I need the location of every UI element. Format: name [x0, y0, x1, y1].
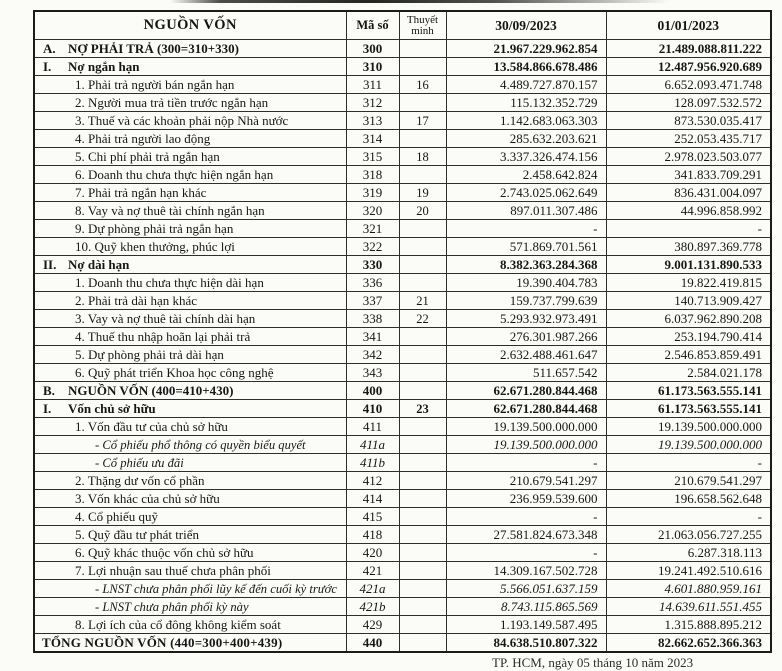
row-code-cell: 411 — [346, 418, 399, 436]
row-label-text: Nợ dài hạn — [68, 256, 130, 272]
row-prefix: A. — [43, 40, 56, 56]
row-label-cell — [34, 76, 346, 94]
row-label-cell — [34, 58, 346, 76]
row-value-prior-cell: - — [606, 454, 771, 472]
row-note-cell — [399, 490, 446, 508]
row-value-current-cell: 5.566.051.637.159 — [446, 580, 606, 598]
row-code-cell: 336 — [346, 274, 399, 292]
row-note-cell — [399, 526, 446, 544]
table-row — [34, 40, 771, 58]
row-label-cell — [34, 490, 346, 508]
row-code-cell: 411a — [346, 436, 399, 454]
row-code-cell: 429 — [346, 616, 399, 634]
row-code-cell: 343 — [346, 364, 399, 382]
row-label-text: 3. Thuế và các khoản phải nộp Nhà nước — [75, 112, 289, 128]
row-label-cell — [34, 616, 346, 634]
row-value-prior-cell: 873.530.035.417 — [606, 112, 771, 130]
row-value-prior-cell: 14.639.611.551.455 — [606, 598, 771, 616]
row-note-cell — [399, 598, 446, 616]
row-label-cell — [34, 562, 346, 580]
row-label-cell — [34, 526, 346, 544]
row-value-prior-cell: - — [606, 508, 771, 526]
row-label-cell — [34, 364, 346, 382]
row-code-cell: 420 — [346, 544, 399, 562]
row-value-current-cell: 2.743.025.062.649 — [446, 184, 606, 202]
row-label-text: 4. Cổ phiếu quỹ — [75, 508, 159, 524]
column-header-period2: 01/01/2023 — [606, 11, 771, 40]
row-code-cell: 400 — [346, 382, 399, 400]
row-note-cell — [399, 364, 446, 382]
table-row — [34, 472, 771, 490]
row-label-text: 3. Vay và nợ thuê tài chính dài hạn — [75, 310, 256, 326]
table-row — [34, 220, 771, 238]
row-label-cell — [34, 400, 346, 418]
row-value-prior-cell: 1.315.888.895.212 — [606, 616, 771, 634]
row-value-current-cell: 21.967.229.962.854 — [446, 40, 606, 58]
scan-artifact-line — [170, 0, 670, 3]
table-row — [34, 382, 771, 400]
row-code-cell: 300 — [346, 40, 399, 58]
table-header — [34, 11, 771, 40]
row-note-cell — [399, 382, 446, 400]
row-label-text: 6. Doanh thu chưa thực hiện ngắn hạn — [75, 166, 274, 182]
row-label-text: Nợ ngắn hạn — [68, 58, 140, 74]
row-label-text: 1. Doanh thu chưa thực hiện dài hạn — [75, 274, 264, 290]
row-value-current-cell: 210.679.541.297 — [446, 472, 606, 490]
row-value-prior-cell: 380.897.369.778 — [606, 238, 771, 256]
table-row — [34, 400, 771, 418]
table-row — [34, 76, 771, 94]
row-label-text: - LNST chưa phân phối lũy kế đến cuối kỳ trước — [95, 581, 337, 596]
row-value-current-cell: 276.301.987.266 — [446, 328, 606, 346]
row-code-cell: 330 — [346, 256, 399, 274]
table-row — [34, 292, 771, 310]
row-label-cell — [34, 310, 346, 328]
row-value-current-cell: 19.139.500.000.000 — [446, 418, 606, 436]
row-value-prior-cell: 253.194.790.414 — [606, 328, 771, 346]
row-note-cell — [399, 94, 446, 112]
row-value-prior-cell: 341.833.709.291 — [606, 166, 771, 184]
row-note-cell — [399, 328, 446, 346]
row-code-cell: 320 — [346, 202, 399, 220]
row-note-cell — [399, 634, 446, 653]
row-value-prior-cell: 21.063.056.727.255 — [606, 526, 771, 544]
row-value-current-cell: 3.337.326.474.156 — [446, 148, 606, 166]
row-code-cell: 341 — [346, 328, 399, 346]
row-note-cell — [399, 562, 446, 580]
row-label-text: NỢ PHẢI TRẢ (300=310+330) — [68, 40, 239, 56]
table-row — [34, 364, 771, 382]
balance-sheet-table — [33, 10, 772, 653]
row-note-cell: 21 — [399, 292, 446, 310]
row-value-prior-cell: 19.241.492.510.616 — [606, 562, 771, 580]
table-row — [34, 130, 771, 148]
row-value-prior-cell: 19.822.419.815 — [606, 274, 771, 292]
row-note-cell — [399, 220, 446, 238]
table-row — [34, 94, 771, 112]
row-code-cell: 313 — [346, 112, 399, 130]
row-code-cell: 412 — [346, 472, 399, 490]
row-value-current-cell: - — [446, 544, 606, 562]
row-value-current-cell: 5.293.932.973.491 — [446, 310, 606, 328]
row-value-current-cell: 14.309.167.502.728 — [446, 562, 606, 580]
row-code-cell: 411b — [346, 454, 399, 472]
table-row — [34, 580, 771, 598]
row-label-text: - Cổ phiếu phổ thông có quyền biểu quyết — [95, 437, 306, 452]
table-row — [34, 544, 771, 562]
row-value-current-cell: 2.458.642.824 — [446, 166, 606, 184]
row-code-cell: 321 — [346, 220, 399, 238]
row-label-text: 7. Lợi nhuận sau thuế chưa phân phối — [75, 562, 271, 578]
row-label-text: 10. Quỹ khen thưởng, phúc lợi — [75, 238, 235, 254]
row-value-prior-cell: 19.139.500.000.000 — [606, 436, 771, 454]
row-value-current-cell: 1.193.149.587.495 — [446, 616, 606, 634]
row-value-current-cell: - — [446, 508, 606, 526]
row-label-cell — [34, 382, 346, 400]
row-label-cell — [34, 418, 346, 436]
row-label-cell — [34, 508, 346, 526]
row-note-cell — [399, 58, 446, 76]
row-value-current-cell: 8.382.363.284.368 — [446, 256, 606, 274]
row-note-cell: 18 — [399, 148, 446, 166]
table-row — [34, 328, 771, 346]
row-value-current-cell: 897.011.307.486 — [446, 202, 606, 220]
row-value-current-cell: 4.489.727.870.157 — [446, 76, 606, 94]
row-note-cell — [399, 256, 446, 274]
row-code-cell: 319 — [346, 184, 399, 202]
table-row — [34, 238, 771, 256]
column-header-source: NGUỒN VỐN — [34, 11, 346, 40]
row-note-cell: 20 — [399, 202, 446, 220]
table-row — [34, 526, 771, 544]
row-label-text: - Cổ phiếu ưu đãi — [95, 455, 184, 470]
row-note-cell — [399, 508, 446, 526]
row-value-current-cell: - — [446, 454, 606, 472]
row-label-cell — [34, 454, 346, 472]
table-row — [34, 616, 771, 634]
row-label-cell — [34, 346, 346, 364]
row-label-text: 1. Vốn đầu tư của chủ sở hữu — [75, 418, 228, 434]
row-value-prior-cell: 252.053.435.717 — [606, 130, 771, 148]
row-label-text: 7. Phải trả ngắn hạn khác — [75, 184, 207, 200]
row-value-prior-cell: 140.713.909.427 — [606, 292, 771, 310]
row-value-prior-cell: 836.431.004.097 — [606, 184, 771, 202]
row-label-text: NGUỒN VỐN (400=410+430) — [68, 382, 234, 398]
report-date-line: TP. HCM, ngày 05 tháng 10 năm 2023 — [492, 655, 694, 670]
row-code-cell: 415 — [346, 508, 399, 526]
table-row — [34, 310, 771, 328]
row-label-cell — [34, 256, 346, 274]
table-row — [34, 454, 771, 472]
table-row — [34, 112, 771, 130]
table-header-row — [34, 11, 771, 40]
row-value-prior-cell: 12.487.956.920.689 — [606, 58, 771, 76]
row-note-cell — [399, 436, 446, 454]
row-label-cell — [34, 220, 346, 238]
row-value-current-cell: 511.657.542 — [446, 364, 606, 382]
row-label-cell — [34, 634, 346, 653]
column-header-period1: 30/09/2023 — [446, 11, 606, 40]
row-value-prior-cell: 9.001.131.890.533 — [606, 256, 771, 274]
row-value-prior-cell: 44.996.858.992 — [606, 202, 771, 220]
row-label-text: Vốn chủ sở hữu — [68, 400, 156, 416]
row-note-cell — [399, 166, 446, 184]
row-value-prior-cell: 6.037.962.890.208 — [606, 310, 771, 328]
row-prefix: I. — [43, 58, 52, 74]
row-label-text: 4. Thuế thu nhập hoãn lại phải trả — [75, 328, 251, 344]
row-label-cell — [34, 598, 346, 616]
row-value-current-cell: 19.390.404.783 — [446, 274, 606, 292]
row-note-cell — [399, 472, 446, 490]
row-label-text: 8. Vay và nợ thuê tài chính ngắn hạn — [75, 202, 265, 218]
table-row — [34, 562, 771, 580]
row-prefix: B. — [43, 382, 55, 398]
row-note-cell — [399, 580, 446, 598]
row-label-text: 3. Vốn khác của chủ sở hữu — [75, 490, 220, 506]
row-note-cell — [399, 40, 446, 58]
row-code-cell: 421b — [346, 598, 399, 616]
row-label-cell — [34, 436, 346, 454]
row-prefix: I. — [43, 400, 52, 416]
row-code-cell: 421a — [346, 580, 399, 598]
row-note-cell — [399, 238, 446, 256]
row-label-cell — [34, 112, 346, 130]
table-row — [34, 598, 771, 616]
row-value-current-cell: 236.959.539.600 — [446, 490, 606, 508]
row-label-text: 5. Dự phòng phải trả dài hạn — [75, 346, 224, 362]
row-note-cell — [399, 616, 446, 634]
row-value-prior-cell: 210.679.541.297 — [606, 472, 771, 490]
row-label-cell — [34, 472, 346, 490]
row-value-current-cell: 1.142.683.063.303 — [446, 112, 606, 130]
row-label-text: 4. Phải trả người lao động — [75, 130, 211, 146]
table-row — [34, 58, 771, 76]
row-label-cell — [34, 238, 346, 256]
row-value-prior-cell: 61.173.563.555.141 — [606, 400, 771, 418]
row-label-cell — [34, 328, 346, 346]
row-label-text: 6. Quỹ khác thuộc vốn chủ sở hữu — [75, 544, 254, 560]
table-row — [34, 166, 771, 184]
row-label-cell — [34, 274, 346, 292]
row-value-prior-cell: 19.139.500.000.000 — [606, 418, 771, 436]
row-value-prior-cell: 2.978.023.503.077 — [606, 148, 771, 166]
row-value-prior-cell: 21.489.088.811.222 — [606, 40, 771, 58]
row-label-cell — [34, 148, 346, 166]
row-note-cell — [399, 544, 446, 562]
row-code-cell: 322 — [346, 238, 399, 256]
table-row — [34, 634, 771, 653]
column-header-note: Thuyết minh — [399, 11, 446, 40]
row-value-current-cell: 115.132.352.729 — [446, 94, 606, 112]
table-row — [34, 418, 771, 436]
row-value-prior-cell: 61.173.563.555.141 — [606, 382, 771, 400]
row-note-cell: 19 — [399, 184, 446, 202]
row-label-text: 9. Dự phòng phải trả ngắn hạn — [75, 220, 234, 236]
row-label-cell — [34, 544, 346, 562]
row-code-cell: 310 — [346, 58, 399, 76]
table-row — [34, 148, 771, 166]
row-prefix: II. — [43, 256, 57, 272]
row-value-current-cell: 62.671.280.844.468 — [446, 400, 606, 418]
row-value-prior-cell: 128.097.532.572 — [606, 94, 771, 112]
row-note-cell: 17 — [399, 112, 446, 130]
row-label-text: - LNST chưa phân phối kỳ này — [95, 599, 249, 614]
row-value-current-cell: 8.743.115.865.569 — [446, 598, 606, 616]
row-note-cell — [399, 418, 446, 436]
column-header-code: Mã số — [346, 11, 399, 40]
row-value-current-cell: 2.632.488.461.647 — [446, 346, 606, 364]
row-value-current-cell: 84.638.510.807.322 — [446, 634, 606, 653]
row-code-cell: 421 — [346, 562, 399, 580]
row-value-prior-cell: 6.652.093.471.748 — [606, 76, 771, 94]
row-value-current-cell: 19.139.500.000.000 — [446, 436, 606, 454]
row-value-prior-cell: 4.601.880.959.161 — [606, 580, 771, 598]
row-note-cell — [399, 274, 446, 292]
row-label-cell — [34, 166, 346, 184]
row-code-cell: 414 — [346, 490, 399, 508]
row-note-cell — [399, 346, 446, 364]
row-value-current-cell: - — [446, 220, 606, 238]
row-label-cell — [34, 130, 346, 148]
row-label-text: 8. Lợi ích của cổ đông không kiểm soát — [75, 616, 281, 632]
row-value-current-cell: 13.584.866.678.486 — [446, 58, 606, 76]
row-code-cell: 342 — [346, 346, 399, 364]
table-row — [34, 436, 771, 454]
row-note-cell: 23 — [399, 400, 446, 418]
row-value-current-cell: 27.581.824.673.348 — [446, 526, 606, 544]
row-label-text: 2. Phải trả dài hạn khác — [75, 292, 198, 308]
row-value-prior-cell: 82.662.652.366.363 — [606, 634, 771, 653]
row-code-cell: 312 — [346, 94, 399, 112]
row-label-text: TỔNG NGUỒN VỐN (440=300+400+439) — [42, 634, 283, 650]
row-code-cell: 440 — [346, 634, 399, 653]
row-value-current-cell: 62.671.280.844.468 — [446, 382, 606, 400]
table-row — [34, 256, 771, 274]
row-value-current-cell: 159.737.799.639 — [446, 292, 606, 310]
row-label-cell — [34, 292, 346, 310]
row-code-cell: 311 — [346, 76, 399, 94]
row-code-cell: 337 — [346, 292, 399, 310]
row-value-prior-cell: 2.584.021.178 — [606, 364, 771, 382]
row-code-cell: 410 — [346, 400, 399, 418]
row-label-text: 5. Chi phí phải trả ngắn hạn — [75, 148, 220, 164]
table-row — [34, 346, 771, 364]
row-label-text: 6. Quỹ phát triển Khoa học công nghệ — [75, 364, 274, 380]
row-label-text: 2. Người mua trả tiền trước ngắn hạn — [75, 94, 269, 110]
row-value-current-cell: 571.869.701.561 — [446, 238, 606, 256]
row-value-prior-cell: 196.658.562.648 — [606, 490, 771, 508]
table-body — [34, 40, 771, 653]
row-note-cell: 16 — [399, 76, 446, 94]
row-code-cell: 315 — [346, 148, 399, 166]
row-label-text: 2. Thặng dư vốn cổ phần — [75, 472, 205, 488]
table-row — [34, 508, 771, 526]
row-value-prior-cell: 2.546.853.859.491 — [606, 346, 771, 364]
row-code-cell: 338 — [346, 310, 399, 328]
row-note-cell — [399, 454, 446, 472]
row-label-text: 5. Quỹ đầu tư phát triển — [75, 526, 200, 542]
table-row — [34, 490, 771, 508]
row-code-cell: 314 — [346, 130, 399, 148]
row-value-current-cell: 285.632.203.621 — [446, 130, 606, 148]
table-row — [34, 184, 771, 202]
row-note-cell — [399, 130, 446, 148]
row-code-cell: 318 — [346, 166, 399, 184]
row-note-cell: 22 — [399, 310, 446, 328]
row-label-cell — [34, 40, 346, 58]
row-value-prior-cell: 6.287.318.113 — [606, 544, 771, 562]
row-label-text: 1. Phải trả người bán ngắn hạn — [75, 76, 235, 92]
table-row — [34, 202, 771, 220]
row-label-cell — [34, 94, 346, 112]
table-row — [34, 274, 771, 292]
row-label-cell — [34, 580, 346, 598]
row-value-prior-cell: - — [606, 220, 771, 238]
row-label-cell — [34, 184, 346, 202]
row-label-cell — [34, 202, 346, 220]
row-code-cell: 418 — [346, 526, 399, 544]
